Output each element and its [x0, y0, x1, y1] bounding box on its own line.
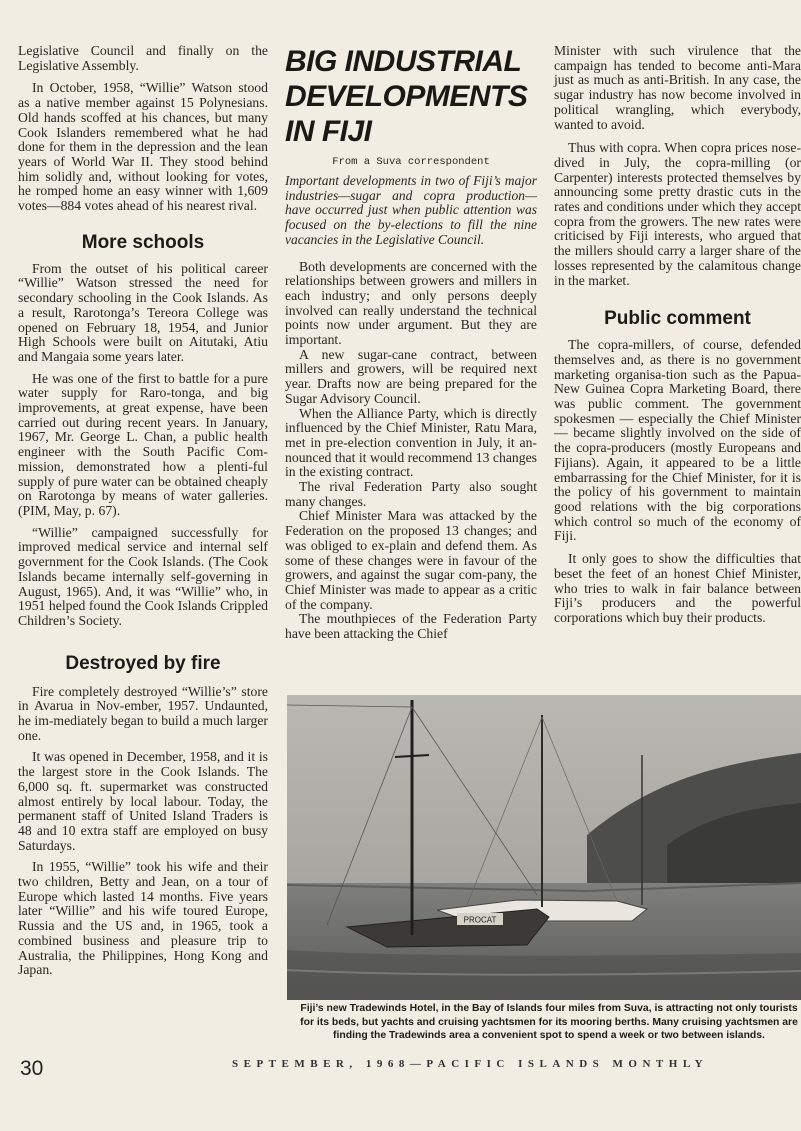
paragraph: It only goes to show the difficulties that beset the feet of an honest Chief Minister, who tries to walk in fair balance between Fiji’s producers and the powerful corporations which buy their products. — [554, 551, 801, 625]
paragraph: Fire completely destroyed “Willie’s” store in Avarua in Nov-ember, 1957. Undaunted, he im-mediately began to build a much larger one. — [18, 683, 268, 743]
byline: From a Suva correspondent — [332, 156, 490, 168]
paragraph: In 1955, “Willie” took his wife and their two children, Betty and Jean, on a tour of Europe which lasted 14 months. Five years later “Willie” and his wife toured Europe, Russia and the US and, in 1965, took a combined business and pleasure trip to Australia, the Philippines, Hong Kong and Japan. — [18, 859, 268, 978]
harbour-photo — [287, 695, 801, 1000]
paragraph: The mouthpieces of the Federation Party have been attacking the Chief — [285, 611, 537, 642]
running-footer: SEPTEMBER, 1968—PACIFIC ISLANDS MONTHLY — [232, 1058, 709, 1070]
paragraph: It was opened in December, 1958, and it is the largest store in the Cook Islands. The 6,000 sq. ft. supermarket was constructed almost entirely by local labour. Today, the permanent staff of United Island Traders is 48 and 10 extra staff are employed on busy Saturdays. — [18, 749, 268, 853]
headline-line: IN FIJI — [285, 115, 372, 148]
column-3 — [554, 0, 801, 626]
subheading-more-schools: More schools — [81, 231, 205, 253]
column-1 — [18, 0, 268, 978]
paragraph: He was one of the first to battle for a pure water supply for Raro-tonga, and big improvements, at great expense, have been carried out during recent years. In January, 1967, Mr. George L. Chan, a public health engineer with the South Pacific Com-mission, demonstrated how a plenti-ful supply of pure water can be obtained cheaply on Rarotonga by means of water galleries. (PIM, May, p. 67). — [18, 370, 268, 518]
page-number: 30 — [20, 1057, 44, 1080]
article-headline — [285, 44, 537, 149]
paragraph: In October, 1958, “Willie” Watson stood as a native member against 15 Polynesians. Old hands scoffed at his chances, but many Cook Islanders remembered what he had done for them in the depression and the lean years of World War II. They stood behind him solidly and, without looking for votes, he romped home an easy winner with 1,609 votes—884 votes ahead of his nearest rival. — [18, 80, 268, 214]
headline-line: BIG INDUSTRIAL — [285, 45, 522, 78]
paragraph: A new sugar-cane contract, between millers and growers, will be required next year. Drafts now are being prepared for the Sugar Advisory Council. — [285, 346, 537, 406]
paragraph: Minister with such virulence that the campaign has tended to become anti-Mara just as much as anti-British. In any case, the sugar industry has now become involved in political wrangling, which everybody, wanted to avoid. — [554, 43, 801, 132]
paragraph: From the outset of his political career “Willie” Watson stressed the need for secondary schooling in the Cook Islands. As a result, Rarotonga’s Tereora College was opened on February 18, 1954, and Junior High Schools were built on Aitutaki, Atiu and Mangaia some years later. — [18, 260, 268, 364]
subheading-destroyed-by-fire: Destroyed by fire — [65, 652, 221, 674]
paragraph: Both developments are concerned with the relationships between growers and millers in each industry; and only persons deeply involved can really understand the technical points now under argument. But they are important. — [285, 258, 537, 348]
paragraph: “Willie” campaigned successfully for improved medical service and internal self government for the Cook Islands. (The Cook Islands became internally self-governing in August, 1965). And, it was “Willie” who, in 1951 helped found the Cook Islands Crippled Children’s Society. — [18, 524, 268, 628]
column-2 — [285, 0, 537, 642]
paragraph: Thus with copra. When copra prices nose-dived in July, the copra-milling (or Carpenter) interests protected themselves by announcing some pretty drastic cuts in the rates and conditions under which they accept copra from the growers. The new rates were criticised by Fiji interests, who argued that the millers should carry a larger share of the losses represented by the calamitous change in the market. — [554, 140, 801, 288]
paragraph: The copra-millers, of course, defended themselves and, as there is no government marketing organisa-tion such as the Papua-New Guinea Copra Marketing Board, there was public comment. The government spokesmen — especially the Chief Minister — became slightly involved on the side of the copra-producers (mostly Europeans and Fijians). Again, it appeared to be a little embarrassing for the Chief Minister, for it is the policy of his government to maintain good relations with the big corporations which control so much of the economy of Fiji. — [554, 337, 801, 544]
paragraph: Legislative Council and finally on the Legislative Assembly. — [18, 43, 268, 73]
paragraph: When the Alliance Party, which is directly influenced by the Chief Minister, Ratu Mara, met in pre-election convention in July, it an-nounced that it would recommend 13 changes in the existing contract. — [285, 405, 537, 480]
paragraph: Chief Minister Mara was attacked by the Federation on the proposed 13 changes; and was obliged to ex-plain and defend them. As some of these changes were in favour of the growers, and against the sugar com-pany, the Chief Minister was made to appear as a critic of the company. — [285, 508, 537, 612]
boat-name: PROCAT — [463, 915, 497, 925]
yachts-illustration — [287, 695, 801, 1000]
photo-caption: Fiji’s new Tradewinds Hotel, in the Bay of Islands four miles from Suva, is attracting not only tourists for its beds, but yachts and cruising yachtsmen for its mooring berths. Many cruising yachtsmen are finding the Tradewinds area a convenient spot to spend a week or two between islands. — [300, 1003, 798, 1041]
paragraph: The rival Federation Party also sought many changes. — [285, 479, 537, 509]
subheading-public-comment: Public comment — [604, 308, 751, 330]
standfirst: Important developments in two of Fiji’s major industries—sugar and copra production—have occurred just when public attention was focused on the by-elections to fill the nine vacancies in the Legislative Council. — [285, 173, 537, 247]
headline-line: DEVELOPMENTS — [285, 80, 528, 113]
